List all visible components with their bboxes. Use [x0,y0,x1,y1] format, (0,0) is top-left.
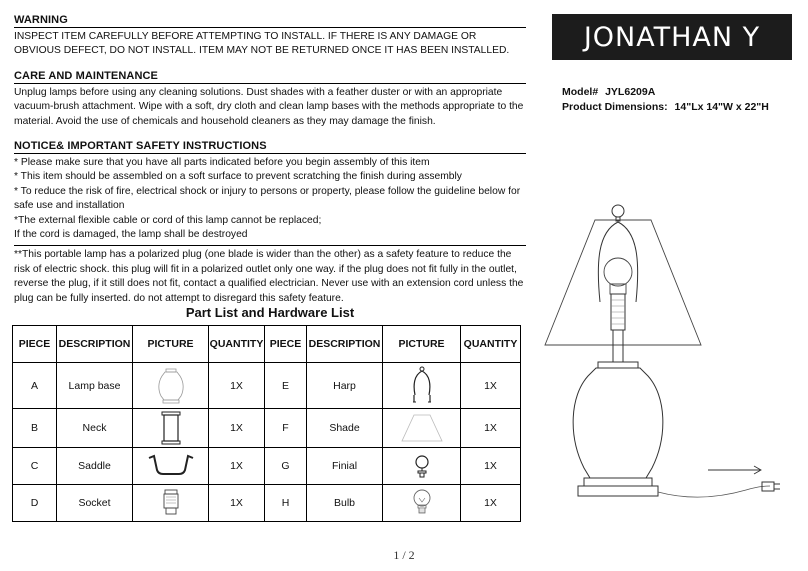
table-row [13,363,521,409]
care-title: CARE AND MAINTENANCE [14,70,526,84]
page-number: 1 / 2 [393,548,415,562]
picture-cell [133,448,209,485]
notice-line: * To reduce the risk of fire, electrical shock or injury to persons or property, please follow the guideline below for safe use and installation [14,185,521,212]
dimensions-label: Product Dimensions: [562,101,668,113]
harp-icon [410,366,434,406]
parts-list-title: Part List and Hardware List [185,305,355,320]
quantity-cell: 1X [209,409,265,448]
description-cell: Bulb [307,485,383,522]
picture-cell [133,363,209,409]
col-header: QUANTITY [209,326,265,363]
model-value: JYL6209A [605,86,656,98]
divider [14,245,526,246]
col-header: DESCRIPTION [57,326,133,363]
col-header: PICTURE [133,326,209,363]
description-cell: Finial [307,448,383,485]
piece-cell: D [13,485,57,522]
neck-icon [160,410,182,446]
warning-title: WARNING [14,14,526,28]
notice-line: *The external flexible cable or cord of this lamp cannot be replaced; [14,214,322,226]
col-header: PIECE [13,326,57,363]
quantity-cell: 1X [209,485,265,522]
quantity-cell: 1X [461,485,521,522]
polarized-plug-text: **This portable lamp has a polarized plug (one blade is wider than the other) as a safety feature to reduce the risk of electric shock. this plug will fit in a polarized outlet only one way. if the plug does not fit fully in the outlet, reverse the plug, if it still does not fit, contact a qualified electrician. Never use with an extension cord unless the plug can be fully inserted. do not attempt to disregard this safety feature. [14,249,524,304]
lamp-illustration-icon [540,200,800,510]
notice-line: * This item should be assembled on a soft surface to prevent scratching the finish during assembly [14,171,462,183]
quantity-cell: 1X [461,363,521,409]
picture-cell [133,485,209,522]
parts-table [12,325,521,522]
description-cell: Shade [307,409,383,448]
bulb-icon [411,488,433,518]
table-header-row [13,326,521,363]
table-row [13,448,521,485]
table-row [13,485,521,522]
model-label: Model# [562,86,599,98]
instructions-column [14,14,526,306]
saddle-icon [146,452,196,480]
warning-text: INSPECT ITEM CAREFULLY BEFORE ATTEMPTING TO INSTALL. IF THERE IS ANY DAMAGE OR OBVIOUS DEFECT, DO NOT INSTALL. ITEM MAY NOT BE RETURNED ONCE IT HAS BEEN INSTALLED. [14,31,510,57]
quantity-cell: 1X [209,448,265,485]
product-info [562,85,769,115]
description-cell: Neck [57,409,133,448]
model-line [562,85,769,100]
col-header: QUANTITY [461,326,521,363]
dimensions-value: 14"Lx 14"W x 22"H [674,101,769,113]
col-header: PIECE [265,326,307,363]
picture-cell [133,409,209,448]
description-cell: Saddle [57,448,133,485]
socket-icon [161,488,181,518]
col-header: DESCRIPTION [307,326,383,363]
quantity-cell: 1X [209,363,265,409]
finial-icon [412,453,432,479]
piece-cell: E [265,363,307,409]
col-header: PICTURE [383,326,461,363]
lamp-base-icon [154,366,188,406]
notice-title: NOTICE& IMPORTANT SAFETY INSTRUCTIONS [14,140,526,154]
care-text: Unplug lamps before using any cleaning solutions. Dust shades with a feather duster or with an appropriate vacuum-brush attachment. Wipe with a soft, dry cloth and clean lamp bases with the methods appropriate to the material. Avoid the use of chemicals and household cleaners as they may damage the finish. [14,86,524,127]
picture-cell [383,363,461,409]
picture-cell [383,448,461,485]
picture-cell [383,409,461,448]
notice-line: If the cord is damaged, the lamp shall be destroyed [14,229,248,241]
piece-cell: G [265,448,307,485]
piece-cell: C [13,448,57,485]
shade-icon [399,412,445,444]
notice-line: * Please make sure that you have all parts indicated before you begin assembly of this item [14,157,430,169]
piece-cell: F [265,409,307,448]
quantity-cell: 1X [461,448,521,485]
description-cell: Socket [57,485,133,522]
piece-cell: A [13,363,57,409]
piece-cell: H [265,485,307,522]
quantity-cell: 1X [461,409,521,448]
brand-logo: JONATHAN Y [552,14,792,60]
dimensions-line [562,100,769,115]
table-row [13,409,521,448]
piece-cell: B [13,409,57,448]
description-cell: Lamp base [57,363,133,409]
picture-cell [383,485,461,522]
description-cell: Harp [307,363,383,409]
